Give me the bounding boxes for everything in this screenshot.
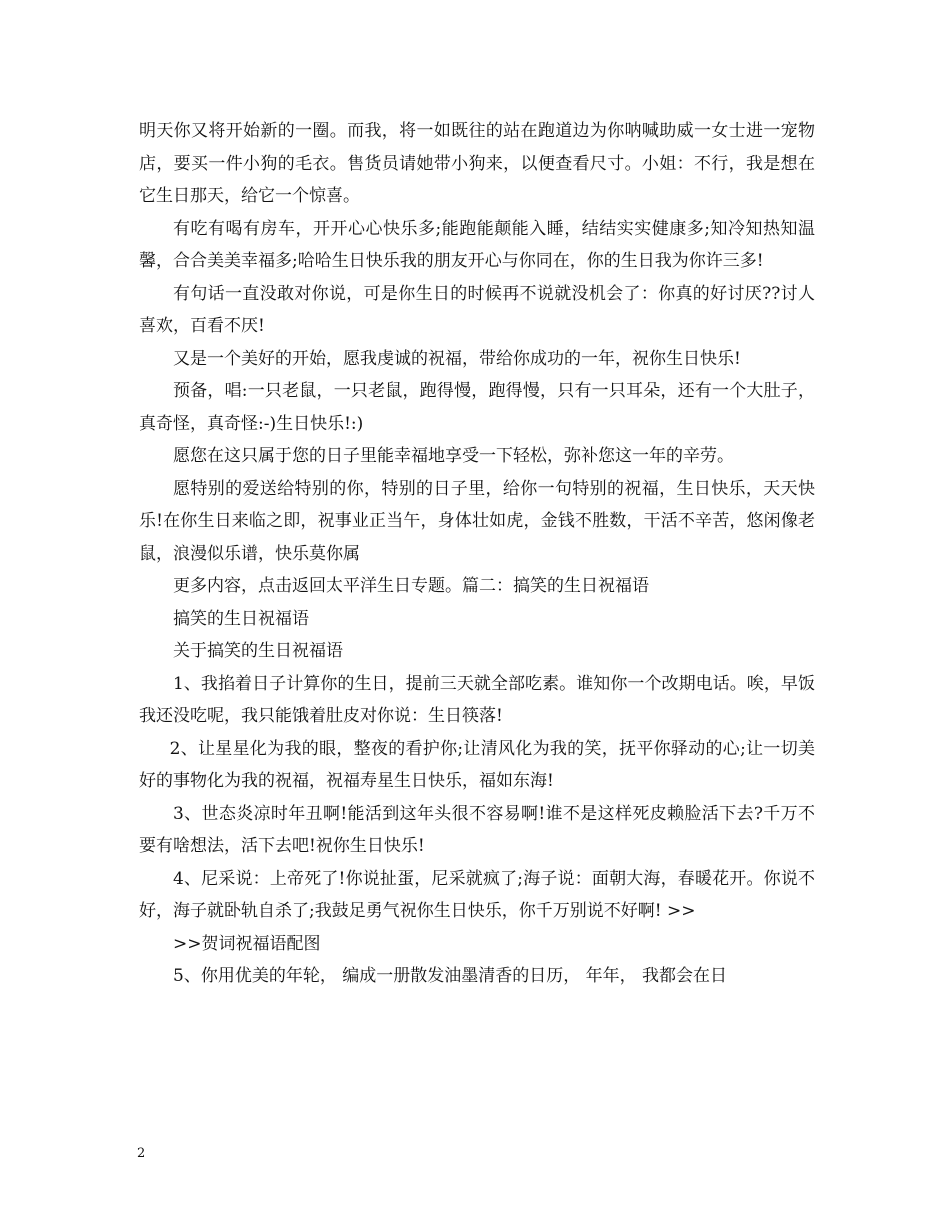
section-title: 搞笑的生日祝福语 xyxy=(173,608,309,629)
list-item: 5、你用优美的年轮， 编成一册散发油墨清香的日历， 年年， 我都会在日 xyxy=(173,966,728,986)
paragraph: 愿特别的爱送给特别的你，特别的日子里，给你一句特别的祝福，生日快乐，天天快乐!在你生日来临之即，祝事业正当午，身体壮如虎，金钱不胜数，干活不辛苦，悠闲像老鼠，浪漫似乐谱，快乐莫你属 xyxy=(139,478,815,564)
list-item: 2、让星星化为我的眼，整夜的看护你;让清风化为我的笑，抚平你驿动的心;让一切美好的事物化为我的祝福，祝福寿星生日快乐，福如东海! xyxy=(139,738,815,791)
list-item: 4、尼采说：上帝死了!你说扯蛋，尼采就疯了;海子说：面朝大海，春暖花开。你说不好，海子就卧轨自杀了;我鼓足勇气祝你生日快乐，你千万别说不好啊! >> xyxy=(139,868,815,921)
page-number: 2 xyxy=(137,1146,146,1161)
paragraph: 明天你又将开始新的一圈。而我，将一如既往的站在跑道边为你呐喊助威一女士进一宠物店，要买一件小狗的毛衣。售货员请她带小狗来，以便查看尺寸。小姐：不行，我是想在它生日那天，给它一个惊喜。 xyxy=(139,121,815,206)
section-subtitle: 关于搞笑的生日祝福语 xyxy=(173,641,343,661)
paragraph: 又是一个美好的开始，愿我虔诚的祝福，带给你成功的一年，祝你生日快乐! xyxy=(173,348,741,369)
link-text: >>贺词祝福语配图 xyxy=(173,933,321,954)
paragraph: 愿您在这只属于您的日子里能幸福地享受一下轻松，弥补您这一年的辛劳。 xyxy=(173,446,734,466)
document-page xyxy=(139,115,815,993)
list-item: 1、我掐着日子计算你的生日，提前三天就全部吃素。谁知你一个改期电话。唉，早饭我还没吃呢，我只能饿着肚皮对你说：生日筷落! xyxy=(139,673,815,726)
paragraph: 有句话一直没敢对你说，可是你生日的时候再不说就没机会了：你真的好讨厌??讨人喜欢，百看不厌! xyxy=(139,283,815,336)
paragraph: 预备，唱:一只老鼠，一只老鼠，跑得慢，跑得慢，只有一只耳朵，还有一个大肚子，真奇怪，真奇怪:-)生日快乐!:) xyxy=(139,381,815,434)
list-item: 3、世态炎凉时年丑啊!能活到这年头很不容易啊!谁不是这样死皮赖脸活下去?千万不要有啥想法，活下去吧!祝你生日快乐! xyxy=(139,803,815,856)
paragraph: 更多内容，点击返回太平洋生日专题。篇二：搞笑的生日祝福语 xyxy=(173,576,649,596)
paragraph: 有吃有喝有房车，开开心心快乐多;能跑能颠能入睡，结结实实健康多;知冷知热知温馨，合合美美幸福多;哈哈生日快乐我的朋友开心与你同在，你的生日我为你许三多! xyxy=(139,218,815,271)
